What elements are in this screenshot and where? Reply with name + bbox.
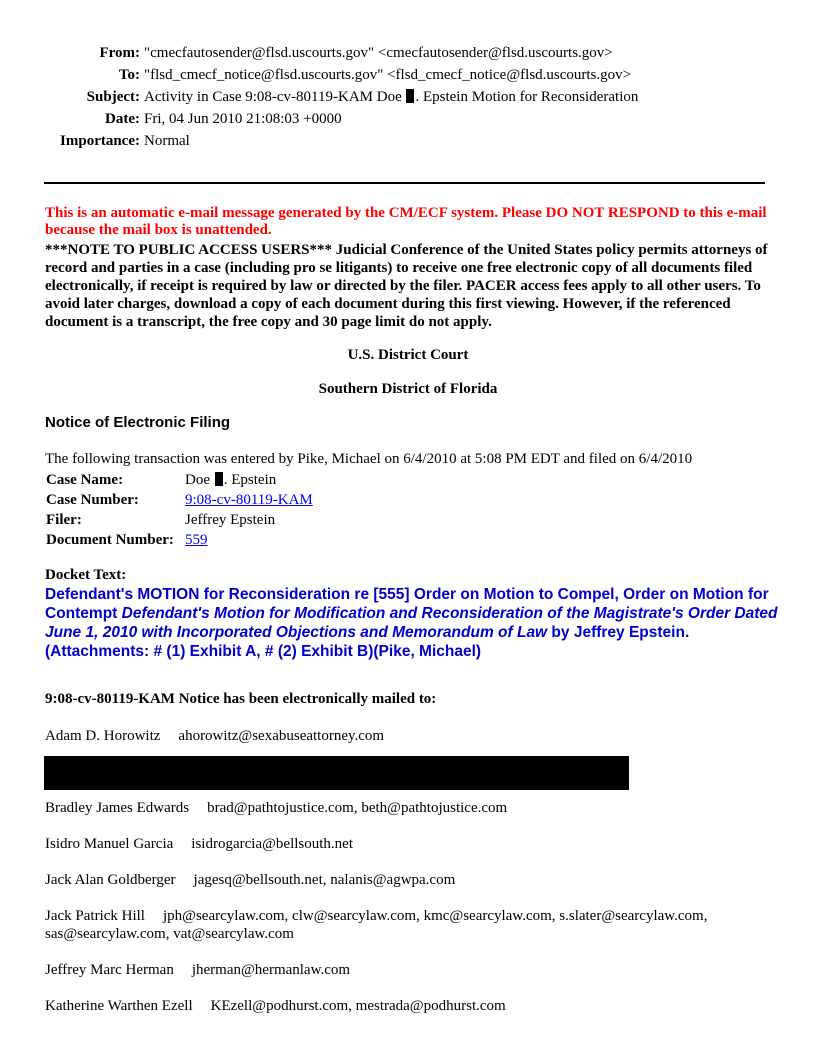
subject-label: Subject: <box>86 89 140 105</box>
nef-title: Notice of Electronic Filing <box>45 414 231 431</box>
recipient-emails: jph@searcylaw.com, clw@searcylaw.com, kmc@searcylaw.com, s.slater@searcylaw.com, sas@searcylaw.com, vat@searcylaw.com <box>45 908 708 942</box>
docket-text-italic: Defendant's Motion for Modification and Reconsideration of the Magistrate's Order Dated June 1, 2010 with Incorporated Objections and Memorandum of Law <box>45 605 778 641</box>
recipient-row <box>45 799 775 817</box>
court-district: Southern District of Florida <box>318 381 498 397</box>
redaction-block <box>44 756 629 790</box>
transaction-line: The following transaction was entered by Pike, Michael on 6/4/2010 at 5:08 PM EDT and filed on 6/4/2010 <box>45 451 693 467</box>
recipient-row <box>45 871 775 889</box>
header-from-row <box>0 42 760 64</box>
docket-text-label: Docket Text: <box>45 567 127 583</box>
header-divider <box>44 182 765 184</box>
email-header <box>0 42 760 152</box>
recipient-row <box>45 997 775 1015</box>
recipient-name: Jack Patrick Hill <box>45 908 145 924</box>
document-number-label: Document Number: <box>46 532 174 548</box>
case-number-label: Case Number: <box>46 492 139 508</box>
recipient-row <box>45 835 775 853</box>
recipient-emails: isidrogarcia@bellsouth.net <box>191 836 353 852</box>
recipient-emails: brad@pathtojustice.com, beth@pathtojustice.com <box>207 800 508 816</box>
date-label: Date: <box>105 111 140 127</box>
mailed-to-heading: 9:08-cv-80119-KAM Notice has been electronically mailed to: <box>45 691 437 707</box>
subject-value <box>144 86 760 108</box>
case-name-end: . Epstein <box>223 472 277 488</box>
recipient-name: Bradley James Edwards <box>45 800 190 816</box>
docket-text-part1: Defendant's MOTION for Reconsideration re [555] Order on Motion to Compel, Order on Motion for Contempt <box>45 586 769 622</box>
filer-value: Jeffrey Epstein <box>185 512 276 528</box>
recipient-name: Katherine Warthen Ezell <box>45 998 193 1014</box>
subject-text-end: . Epstein Motion for Reconsideration <box>415 89 639 105</box>
header-subject-row <box>0 86 760 108</box>
recipient-emails: jherman@hermanlaw.com <box>191 962 351 978</box>
recipient-row <box>45 961 775 979</box>
recipient-name: Jeffrey Marc Herman <box>45 962 174 978</box>
document-number-link[interactable]: 559 <box>185 532 208 548</box>
subject-text-start: Activity in Case 9:08-cv-80119-KAM Doe <box>144 89 402 105</box>
case-info-table <box>46 470 313 550</box>
from-label: From: <box>99 45 140 61</box>
header-to-row <box>0 64 760 86</box>
case-number-row <box>46 490 313 510</box>
subject-redaction <box>406 89 414 103</box>
date-value: Fri, 04 Jun 2010 21:08:03 +0000 <box>144 111 342 127</box>
case-name-row <box>46 470 313 490</box>
recipient-name: Isidro Manuel Garcia <box>45 836 174 852</box>
recipient-emails: jagesq@bellsouth.net, nalanis@agwpa.com <box>193 872 456 888</box>
to-label: To: <box>118 67 140 83</box>
case-number-link[interactable]: 9:08-cv-80119-KAM <box>185 492 313 508</box>
recipient-name: Jack Alan Goldberger <box>45 872 176 888</box>
recipient-row <box>45 907 775 943</box>
header-date-row <box>0 108 760 130</box>
public-access-note: ***NOTE TO PUBLIC ACCESS USERS*** Judicial Conference of the United States policy permits attorneys of record and parties in a case (including pro se litigants) to receive one free electronic copy of all documents filed electronically, if receipt is required by law or directed by the filer. PACER access fees apply to all other users. To avoid later charges, download a copy of each document during this first viewing. However, if the referenced document is a transcript, the free copy and 30 page limit do not apply. <box>45 242 768 330</box>
docket-text <box>45 585 780 661</box>
filer-row <box>46 510 313 530</box>
case-name-redaction <box>215 472 223 486</box>
header-importance-row <box>0 130 760 152</box>
recipient-name: Adam D. Horowitz <box>45 728 161 744</box>
recipient-row <box>45 727 775 745</box>
auto-message-warning: This is an automatic e-mail message generated by the CM/ECF system. Please DO NOT RESPOND to this e-mail because the mail box is unattended. <box>45 205 767 238</box>
court-name: U.S. District Court <box>347 347 469 363</box>
to-value: "flsd_cmecf_notice@flsd.uscourts.gov" <flsd_cmecf_notice@flsd.uscourts.gov> <box>144 67 632 83</box>
recipient-emails: KEzell@podhurst.com, mestrada@podhurst.com <box>210 998 506 1014</box>
case-name-value <box>185 470 276 490</box>
docket-text-part3: by Jeffrey Epstein. (Attachments: # (1) Exhibit A, # (2) Exhibit B)(Pike, Michael) <box>45 624 690 660</box>
importance-label: Importance: <box>60 133 140 149</box>
case-name-start: Doe <box>185 472 210 488</box>
from-value: "cmecfautosender@flsd.uscourts.gov" <cmecfautosender@flsd.uscourts.gov> <box>144 45 613 61</box>
recipient-emails: ahorowitz@sexabuseattorney.com <box>178 728 385 744</box>
filer-label: Filer: <box>46 512 82 528</box>
importance-value: Normal <box>144 133 190 149</box>
case-name-label: Case Name: <box>46 472 124 488</box>
document-number-row <box>46 530 313 550</box>
